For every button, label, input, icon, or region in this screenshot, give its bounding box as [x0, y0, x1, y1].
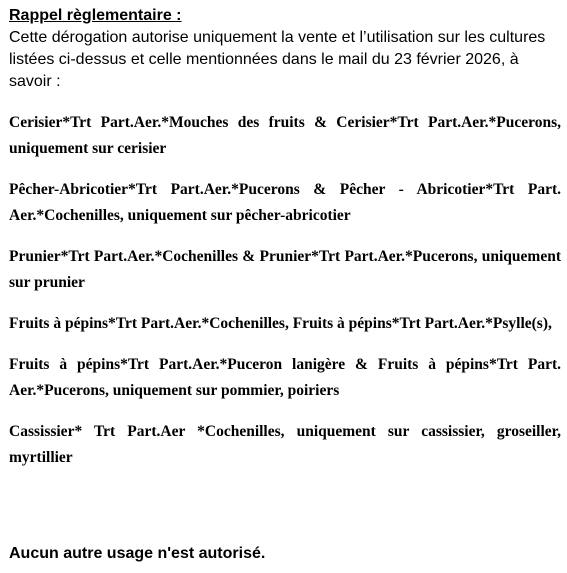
usage-item-cassissier: Cassissier* Trt Part.Aer *Cochenilles, uniquement sur cassissier, groseiller, myrtillier — [9, 423, 561, 466]
notice-footer: Aucun autre usage n'est autorisé. — [9, 545, 266, 562]
usage-item-cerisier: Cerisier*Trt Part.Aer.*Mouches des fruits & Cerisier*Trt Part.Aer.*Pucerons, uniquement sur cerisier — [9, 114, 561, 157]
notice-intro: Cette dérogation autorise uniquement la vente et l’utilisation sur les cultures listées ci-dessus et celle mentionnées dans le mail du 23 février 2026, à savoir : — [9, 29, 546, 90]
usage-item-fruits-pepins-cochenilles: Fruits à pépins*Trt Part.Aer.*Cochenilles, Fruits à pépins*Trt Part.Aer.*Psylle(s), — [9, 315, 552, 332]
usage-item-prunier: Prunier*Trt Part.Aer.*Cochenilles & Prunier*Trt Part.Aer.*Pucerons, uniquement sur prunier — [9, 248, 561, 291]
usage-item-pecher-abricotier: Pêcher-Abricotier*Trt Part.Aer.*Pucerons & Pêcher - Abricotier*Trt Part. Aer.*Cochenilles, uniquement sur pêcher-abricotier — [9, 181, 561, 224]
regulatory-notice — [9, 5, 561, 471]
usage-item-fruits-pepins-pucerons: Fruits à pépins*Trt Part.Aer.*Puceron lanigère & Fruits à pépins*Trt Part. Aer.*Pucerons, uniquement sur pommier, poiriers — [9, 356, 561, 399]
notice-heading: Rappel règlementaire : — [9, 7, 182, 24]
